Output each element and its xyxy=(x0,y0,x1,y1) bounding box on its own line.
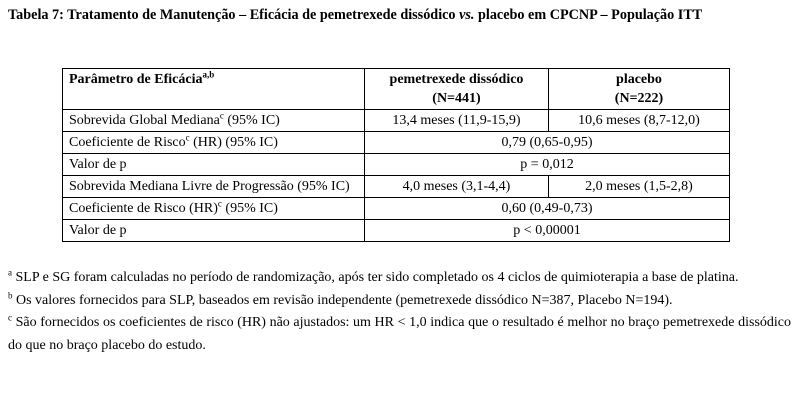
table-title xyxy=(8,5,790,25)
title-part2: placebo em CPCNP – População ITT xyxy=(474,7,703,23)
footnote-mark: c xyxy=(8,312,12,323)
title-vs: vs. xyxy=(459,7,475,23)
table-row xyxy=(63,220,730,242)
row-label-cell xyxy=(63,198,365,220)
footnote-text: Os valores fornecidos para SLP, baseados em revisão independente (pemetrexede dissódico N=387, Placebo N=194). xyxy=(12,292,673,308)
table-row xyxy=(63,198,730,220)
row-label-cell: Valor de p xyxy=(63,154,365,176)
footnote-mark: a xyxy=(8,267,12,278)
table-header-row xyxy=(63,69,730,110)
table-row xyxy=(63,110,730,132)
header-col1-cell xyxy=(365,69,549,110)
row-label-sup: c xyxy=(185,132,190,143)
efficacy-table xyxy=(62,68,730,242)
row-label: Sobrevida Global Mediana xyxy=(69,113,220,128)
row-merged-value: p = 0,012 xyxy=(365,154,730,176)
row-label-suffix: (HR) (95% IC) xyxy=(189,135,278,150)
table-row xyxy=(63,132,730,154)
header-param-label: Parâmetro de Eficácia xyxy=(69,72,203,87)
row-label-suffix: (95% IC) xyxy=(223,113,280,128)
title-part1: Tabela 7: Tratamento de Manutenção – Eficácia de pemetrexede dissódico xyxy=(8,7,460,23)
header-col2-cell xyxy=(549,69,730,110)
row-label-suffix: (95% IC) xyxy=(221,201,278,216)
row-label-cell xyxy=(63,110,365,132)
row-merged-value: p < 0,00001 xyxy=(365,220,730,242)
row-col1-value: 13,4 meses (11,9-15,9) xyxy=(365,110,549,132)
table-row xyxy=(63,176,730,198)
row-label-cell: Valor de p xyxy=(63,220,365,242)
footnote-mark: b xyxy=(8,289,13,300)
footnote-text: SLP e SG foram calculadas no período de randomização, após ter sido completado os 4 ciclos de quimioterapia a base de platina. xyxy=(12,270,739,285)
row-label-sup: c xyxy=(219,110,224,121)
header-col2-line1: placebo xyxy=(616,72,662,87)
row-merged-value: 0,79 (0,65-0,95) xyxy=(365,132,730,154)
row-label-cell xyxy=(63,132,365,154)
row-col1-value: 4,0 meses (3,1-4,4) xyxy=(365,176,549,198)
header-param-cell xyxy=(63,69,365,110)
table-row xyxy=(63,154,730,176)
row-merged-value: 0,60 (0,49-0,73) xyxy=(365,198,730,220)
row-label-cell: Sobrevida Mediana Livre de Progressão (95% IC) xyxy=(63,176,365,198)
row-label-sup: c xyxy=(217,198,222,209)
row-label: Coeficiente de Risco (HR) xyxy=(69,201,218,216)
footnote-a xyxy=(8,267,791,290)
footnotes xyxy=(8,267,791,357)
footnote-text: São fornecidos os coeficientes de risco (HR) não ajustados: um HR < 1,0 indica que o resultado é melhor no braço pemetrexede dissódico do que no braço placebo do estudo. xyxy=(8,315,791,353)
row-col2-value: 10,6 meses (8,7-12,0) xyxy=(549,110,730,132)
header-col1-line1: pemetrexede dissódico xyxy=(389,72,524,87)
header-col1-line2: (N=441) xyxy=(432,91,481,106)
row-label: Coeficiente de Risco xyxy=(69,135,186,150)
header-param-sup: a,b xyxy=(202,69,215,80)
footnote-c xyxy=(8,312,791,357)
header-col2-line2: (N=222) xyxy=(614,91,664,106)
row-col2-value: 2,0 meses (1,5-2,8) xyxy=(549,176,730,198)
footnote-b xyxy=(8,290,791,313)
